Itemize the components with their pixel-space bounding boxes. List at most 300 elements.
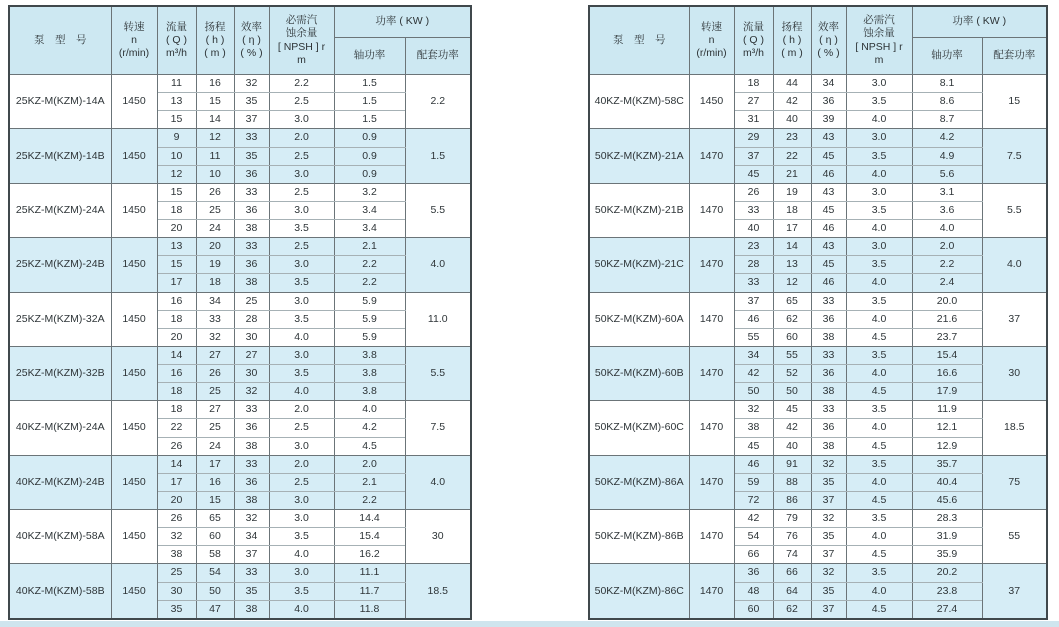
head-cell: 40 <box>773 437 811 455</box>
efficiency-cell: 36 <box>234 419 269 437</box>
shaft-power-cell: 2.2 <box>334 491 405 509</box>
efficiency-cell: 35 <box>234 147 269 165</box>
flow-cell: 17 <box>157 274 196 292</box>
flow-cell: 16 <box>157 365 196 383</box>
npsh-cell: 4.0 <box>846 582 912 600</box>
matched-power-cell: 4.0 <box>405 238 471 292</box>
npsh-cell: 2.5 <box>269 93 334 111</box>
efficiency-cell: 36 <box>234 256 269 274</box>
head-cell: 15 <box>196 491 234 509</box>
shaft-power-cell: 3.8 <box>334 346 405 364</box>
npsh-cell: 4.0 <box>846 220 912 238</box>
head-cell: 33 <box>196 310 234 328</box>
pump-model-cell: 40KZ-M(KZM)-58B <box>9 564 111 619</box>
flow-cell: 32 <box>157 528 196 546</box>
pump-model-cell: 50KZ-M(KZM)-60A <box>589 292 689 346</box>
pump-data-row <box>589 401 1047 419</box>
efficiency-cell: 37 <box>234 111 269 129</box>
head-cell: 42 <box>773 419 811 437</box>
npsh-cell: 4.5 <box>846 491 912 509</box>
shaft-power-cell: 2.1 <box>334 238 405 256</box>
pump-speed-cell: 1450 <box>111 346 157 400</box>
table-header <box>589 6 1047 75</box>
npsh-cell: 3.0 <box>269 510 334 528</box>
shaft-power-cell: 35.7 <box>912 455 982 473</box>
head-cell: 86 <box>773 491 811 509</box>
header-shaft-power: 轴功率 <box>334 38 405 75</box>
npsh-cell: 2.0 <box>269 401 334 419</box>
head-cell: 16 <box>196 75 234 93</box>
npsh-cell: 4.0 <box>269 546 334 564</box>
head-cell: 64 <box>773 582 811 600</box>
shaft-power-cell: 3.1 <box>912 183 982 201</box>
flow-cell: 60 <box>734 600 773 619</box>
head-cell: 60 <box>773 328 811 346</box>
efficiency-cell: 38 <box>811 437 846 455</box>
header-model: 泵 型 号 <box>9 6 111 75</box>
flow-cell: 59 <box>734 473 773 491</box>
head-cell: 66 <box>773 564 811 582</box>
shaft-power-cell: 11.8 <box>334 600 405 619</box>
efficiency-cell: 43 <box>811 183 846 201</box>
pump-model-cell: 50KZ-M(KZM)-21B <box>589 183 689 237</box>
pump-speed-cell: 1450 <box>111 238 157 292</box>
flow-cell: 15 <box>157 111 196 129</box>
shaft-power-cell: 0.9 <box>334 129 405 147</box>
head-cell: 40 <box>773 111 811 129</box>
pump-model-cell: 25KZ-M(KZM)-24B <box>9 238 111 292</box>
matched-power-cell: 4.0 <box>982 238 1047 292</box>
pump-model-cell: 50KZ-M(KZM)-86B <box>589 510 689 564</box>
head-cell: 65 <box>196 510 234 528</box>
efficiency-cell: 32 <box>811 510 846 528</box>
flow-cell: 33 <box>734 201 773 219</box>
pump-data-row <box>9 292 471 310</box>
pump-speed-cell: 1470 <box>689 183 734 237</box>
head-cell: 24 <box>196 437 234 455</box>
head-cell: 20 <box>196 238 234 256</box>
pump-speed-cell: 1470 <box>689 238 734 292</box>
flow-cell: 18 <box>157 201 196 219</box>
pump-model-cell: 50KZ-M(KZM)-21A <box>589 129 689 183</box>
head-cell: 58 <box>196 546 234 564</box>
flow-cell: 15 <box>157 183 196 201</box>
shaft-power-cell: 40.4 <box>912 473 982 491</box>
head-cell: 55 <box>773 346 811 364</box>
shaft-power-cell: 5.9 <box>334 310 405 328</box>
efficiency-cell: 34 <box>811 75 846 93</box>
flow-cell: 28 <box>734 256 773 274</box>
efficiency-cell: 36 <box>234 473 269 491</box>
matched-power-cell: 30 <box>982 346 1047 400</box>
flow-cell: 38 <box>157 546 196 564</box>
pump-speed-cell: 1450 <box>111 401 157 455</box>
shaft-power-cell: 2.0 <box>334 455 405 473</box>
head-cell: 17 <box>196 455 234 473</box>
efficiency-cell: 36 <box>811 310 846 328</box>
npsh-cell: 2.5 <box>269 183 334 201</box>
pump-model-cell: 25KZ-M(KZM)-14A <box>9 75 111 129</box>
efficiency-cell: 34 <box>234 528 269 546</box>
npsh-cell: 3.5 <box>269 582 334 600</box>
efficiency-cell: 35 <box>811 473 846 491</box>
head-cell: 44 <box>773 75 811 93</box>
head-cell: 21 <box>773 165 811 183</box>
header-efficiency: 效率 ( η ) ( % ) <box>234 6 269 75</box>
pump-spec-table-right <box>588 5 1048 620</box>
matched-power-cell: 18.5 <box>405 564 471 619</box>
head-cell: 52 <box>773 365 811 383</box>
flow-cell: 27 <box>734 93 773 111</box>
flow-cell: 37 <box>734 292 773 310</box>
matched-power-cell: 11.0 <box>405 292 471 346</box>
header-power: 功率 ( KW ) <box>912 6 1047 38</box>
npsh-cell: 3.5 <box>846 564 912 582</box>
shaft-power-cell: 8.1 <box>912 75 982 93</box>
head-cell: 23 <box>773 129 811 147</box>
pump-data-row <box>9 183 471 201</box>
head-cell: 12 <box>773 274 811 292</box>
head-cell: 14 <box>196 111 234 129</box>
flow-cell: 11 <box>157 75 196 93</box>
header-head: 扬程 ( h ) ( m ) <box>773 6 811 75</box>
efficiency-cell: 37 <box>811 491 846 509</box>
pump-data-row <box>589 564 1047 582</box>
npsh-cell: 4.0 <box>269 383 334 401</box>
efficiency-cell: 43 <box>811 238 846 256</box>
pump-speed-cell: 1470 <box>689 455 734 509</box>
flow-cell: 26 <box>157 437 196 455</box>
npsh-cell: 3.5 <box>846 510 912 528</box>
head-cell: 91 <box>773 455 811 473</box>
shaft-power-cell: 1.5 <box>334 75 405 93</box>
flow-cell: 42 <box>734 365 773 383</box>
flow-cell: 48 <box>734 582 773 600</box>
flow-cell: 29 <box>734 129 773 147</box>
pump-model-cell: 40KZ-M(KZM)-58A <box>9 510 111 564</box>
shaft-power-cell: 3.8 <box>334 383 405 401</box>
flow-cell: 50 <box>734 383 773 401</box>
head-cell: 65 <box>773 292 811 310</box>
matched-power-cell: 75 <box>982 455 1047 509</box>
shaft-power-cell: 12.9 <box>912 437 982 455</box>
npsh-cell: 3.5 <box>269 365 334 383</box>
efficiency-cell: 36 <box>811 419 846 437</box>
efficiency-cell: 30 <box>234 365 269 383</box>
efficiency-cell: 33 <box>811 401 846 419</box>
flow-cell: 18 <box>157 383 196 401</box>
shaft-power-cell: 1.5 <box>334 93 405 111</box>
head-cell: 88 <box>773 473 811 491</box>
pump-model-cell: 50KZ-M(KZM)-60B <box>589 346 689 400</box>
npsh-cell: 3.5 <box>846 93 912 111</box>
efficiency-cell: 33 <box>811 346 846 364</box>
npsh-cell: 3.0 <box>269 491 334 509</box>
efficiency-cell: 32 <box>234 75 269 93</box>
npsh-cell: 2.5 <box>269 147 334 165</box>
efficiency-cell: 33 <box>811 292 846 310</box>
npsh-cell: 3.5 <box>846 401 912 419</box>
efficiency-cell: 32 <box>234 510 269 528</box>
head-cell: 25 <box>196 419 234 437</box>
pump-data-row <box>589 455 1047 473</box>
pump-speed-cell: 1450 <box>111 183 157 237</box>
npsh-cell: 3.5 <box>269 310 334 328</box>
flow-cell: 20 <box>157 328 196 346</box>
npsh-cell: 3.0 <box>846 129 912 147</box>
npsh-cell: 3.0 <box>269 437 334 455</box>
matched-power-cell: 18.5 <box>982 401 1047 455</box>
shaft-power-cell: 14.4 <box>334 510 405 528</box>
flow-cell: 45 <box>734 165 773 183</box>
head-cell: 60 <box>196 528 234 546</box>
pump-speed-cell: 1470 <box>689 129 734 183</box>
shaft-power-cell: 11.7 <box>334 582 405 600</box>
head-cell: 26 <box>196 183 234 201</box>
pump-model-cell: 25KZ-M(KZM)-24A <box>9 183 111 237</box>
efficiency-cell: 38 <box>811 328 846 346</box>
header-matched-power: 配套功率 <box>982 38 1047 75</box>
npsh-cell: 3.0 <box>269 292 334 310</box>
efficiency-cell: 46 <box>811 165 846 183</box>
pump-speed-cell: 1470 <box>689 292 734 346</box>
pump-model-cell: 40KZ-M(KZM)-24B <box>9 455 111 509</box>
flow-cell: 38 <box>734 419 773 437</box>
flow-cell: 25 <box>157 564 196 582</box>
efficiency-cell: 38 <box>234 274 269 292</box>
head-cell: 17 <box>773 220 811 238</box>
flow-cell: 14 <box>157 455 196 473</box>
pump-data-row <box>9 455 471 473</box>
npsh-cell: 4.5 <box>846 600 912 619</box>
pump-model-cell: 25KZ-M(KZM)-32A <box>9 292 111 346</box>
head-cell: 24 <box>196 220 234 238</box>
header-power: 功率 ( KW ) <box>334 6 471 38</box>
head-cell: 50 <box>196 582 234 600</box>
npsh-cell: 2.5 <box>269 419 334 437</box>
pump-data-row <box>589 238 1047 256</box>
head-cell: 47 <box>196 600 234 619</box>
npsh-cell: 4.5 <box>846 437 912 455</box>
flow-cell: 72 <box>734 491 773 509</box>
header-matched-power: 配套功率 <box>405 38 471 75</box>
head-cell: 25 <box>196 383 234 401</box>
shaft-power-cell: 31.9 <box>912 528 982 546</box>
head-cell: 14 <box>773 238 811 256</box>
flow-cell: 13 <box>157 93 196 111</box>
npsh-cell: 3.5 <box>846 455 912 473</box>
flow-cell: 26 <box>734 183 773 201</box>
head-cell: 27 <box>196 401 234 419</box>
flow-cell: 18 <box>157 310 196 328</box>
npsh-cell: 3.5 <box>846 201 912 219</box>
efficiency-cell: 32 <box>234 383 269 401</box>
pump-model-cell: 25KZ-M(KZM)-14B <box>9 129 111 183</box>
pump-model-cell: 50KZ-M(KZM)-21C <box>589 238 689 292</box>
shaft-power-cell: 4.0 <box>334 401 405 419</box>
shaft-power-cell: 20.0 <box>912 292 982 310</box>
npsh-cell: 3.0 <box>846 238 912 256</box>
pump-model-cell: 40KZ-M(KZM)-24A <box>9 401 111 455</box>
flow-cell: 23 <box>734 238 773 256</box>
efficiency-cell: 28 <box>234 310 269 328</box>
flow-cell: 31 <box>734 111 773 129</box>
shaft-power-cell: 5.6 <box>912 165 982 183</box>
shaft-power-cell: 2.4 <box>912 274 982 292</box>
npsh-cell: 4.0 <box>846 165 912 183</box>
pump-data-row <box>589 510 1047 528</box>
flow-cell: 18 <box>734 75 773 93</box>
flow-cell: 33 <box>734 274 773 292</box>
npsh-cell: 3.0 <box>269 165 334 183</box>
npsh-cell: 4.0 <box>846 473 912 491</box>
efficiency-cell: 38 <box>234 220 269 238</box>
matched-power-cell: 15 <box>982 75 1047 129</box>
pump-speed-cell: 1470 <box>689 346 734 400</box>
pump-data-row <box>9 238 471 256</box>
shaft-power-cell: 4.9 <box>912 147 982 165</box>
head-cell: 15 <box>196 93 234 111</box>
efficiency-cell: 43 <box>811 129 846 147</box>
pump-speed-cell: 1450 <box>111 129 157 183</box>
npsh-cell: 4.0 <box>269 600 334 619</box>
shaft-power-cell: 21.6 <box>912 310 982 328</box>
flow-cell: 32 <box>734 401 773 419</box>
efficiency-cell: 37 <box>811 600 846 619</box>
shaft-power-cell: 5.9 <box>334 292 405 310</box>
shaft-power-cell: 4.2 <box>334 419 405 437</box>
pump-data-row <box>9 75 471 93</box>
flow-cell: 45 <box>734 437 773 455</box>
head-cell: 13 <box>773 256 811 274</box>
efficiency-cell: 36 <box>811 93 846 111</box>
flow-cell: 10 <box>157 147 196 165</box>
head-cell: 18 <box>773 201 811 219</box>
npsh-cell: 4.5 <box>846 328 912 346</box>
shaft-power-cell: 16.6 <box>912 365 982 383</box>
shaft-power-cell: 3.2 <box>334 183 405 201</box>
npsh-cell: 3.0 <box>269 564 334 582</box>
efficiency-cell: 39 <box>811 111 846 129</box>
efficiency-cell: 33 <box>234 401 269 419</box>
head-cell: 22 <box>773 147 811 165</box>
flow-cell: 16 <box>157 292 196 310</box>
matched-power-cell: 2.2 <box>405 75 471 129</box>
npsh-cell: 4.5 <box>846 383 912 401</box>
flow-cell: 13 <box>157 238 196 256</box>
pump-speed-cell: 1450 <box>111 510 157 564</box>
npsh-cell: 2.5 <box>269 473 334 491</box>
head-cell: 50 <box>773 383 811 401</box>
efficiency-cell: 25 <box>234 292 269 310</box>
header-speed: 转速 n (r/min) <box>689 6 734 75</box>
efficiency-cell: 45 <box>811 147 846 165</box>
matched-power-cell: 5.5 <box>982 183 1047 237</box>
head-cell: 62 <box>773 310 811 328</box>
npsh-cell: 2.2 <box>269 75 334 93</box>
npsh-cell: 2.5 <box>269 238 334 256</box>
npsh-cell: 3.5 <box>846 346 912 364</box>
efficiency-cell: 35 <box>234 93 269 111</box>
npsh-cell: 2.0 <box>269 129 334 147</box>
pump-speed-cell: 1450 <box>689 75 734 129</box>
shaft-power-cell: 2.2 <box>334 256 405 274</box>
pump-speed-cell: 1450 <box>111 455 157 509</box>
pump-data-row <box>9 510 471 528</box>
efficiency-cell: 36 <box>234 201 269 219</box>
npsh-cell: 3.5 <box>269 274 334 292</box>
head-cell: 54 <box>196 564 234 582</box>
pump-data-row <box>9 346 471 364</box>
header-speed: 转速 n (r/min) <box>111 6 157 75</box>
flow-cell: 66 <box>734 546 773 564</box>
shaft-power-cell: 2.2 <box>912 256 982 274</box>
pump-speed-cell: 1470 <box>689 564 734 619</box>
efficiency-cell: 33 <box>234 238 269 256</box>
head-cell: 62 <box>773 600 811 619</box>
efficiency-cell: 27 <box>234 346 269 364</box>
npsh-cell: 4.0 <box>846 111 912 129</box>
flow-cell: 35 <box>157 600 196 619</box>
shaft-power-cell: 4.0 <box>912 220 982 238</box>
efficiency-cell: 38 <box>234 491 269 509</box>
head-cell: 74 <box>773 546 811 564</box>
efficiency-cell: 32 <box>811 455 846 473</box>
pump-data-row <box>589 346 1047 364</box>
shaft-power-cell: 2.1 <box>334 473 405 491</box>
shaft-power-cell: 8.7 <box>912 111 982 129</box>
efficiency-cell: 45 <box>811 201 846 219</box>
shaft-power-cell: 15.4 <box>912 346 982 364</box>
page-bottom-strip <box>0 621 1059 627</box>
shaft-power-cell: 4.5 <box>334 437 405 455</box>
npsh-cell: 3.0 <box>269 111 334 129</box>
shaft-power-cell: 28.3 <box>912 510 982 528</box>
efficiency-cell: 38 <box>234 600 269 619</box>
flow-cell: 46 <box>734 455 773 473</box>
npsh-cell: 3.5 <box>846 147 912 165</box>
matched-power-cell: 7.5 <box>405 401 471 455</box>
pump-model-cell: 50KZ-M(KZM)-60C <box>589 401 689 455</box>
pump-model-cell: 50KZ-M(KZM)-86C <box>589 564 689 619</box>
head-cell: 19 <box>196 256 234 274</box>
efficiency-cell: 46 <box>811 220 846 238</box>
pump-speed-cell: 1470 <box>689 401 734 455</box>
shaft-power-cell: 23.8 <box>912 582 982 600</box>
header-shaft-power: 轴功率 <box>912 38 982 75</box>
head-cell: 18 <box>196 274 234 292</box>
table-header <box>9 6 471 75</box>
efficiency-cell: 46 <box>811 274 846 292</box>
pump-data-row <box>589 75 1047 93</box>
head-cell: 32 <box>196 328 234 346</box>
flow-cell: 18 <box>157 401 196 419</box>
flow-cell: 37 <box>734 147 773 165</box>
shaft-power-cell: 20.2 <box>912 564 982 582</box>
shaft-power-cell: 17.9 <box>912 383 982 401</box>
flow-cell: 20 <box>157 220 196 238</box>
efficiency-cell: 33 <box>234 129 269 147</box>
table-body <box>589 75 1047 620</box>
flow-cell: 22 <box>157 419 196 437</box>
pump-data-row <box>9 401 471 419</box>
flow-cell: 34 <box>734 346 773 364</box>
efficiency-cell: 35 <box>811 582 846 600</box>
shaft-power-cell: 3.4 <box>334 201 405 219</box>
efficiency-cell: 45 <box>811 256 846 274</box>
head-cell: 26 <box>196 365 234 383</box>
pump-data-row <box>589 183 1047 201</box>
